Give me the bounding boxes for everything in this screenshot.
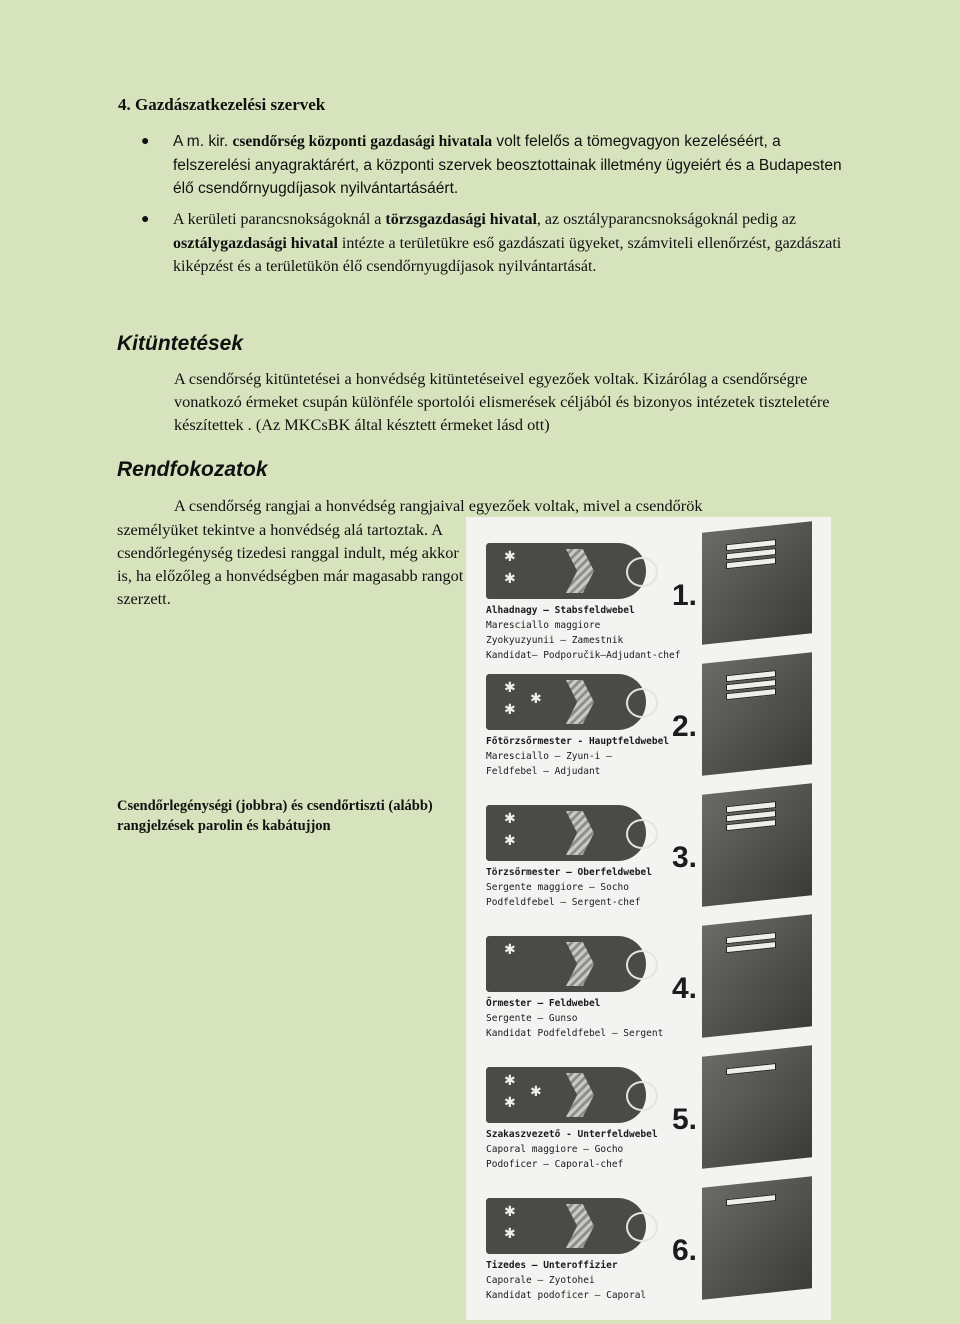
rank-name-list [486,1127,706,1172]
star-icon: ✱ [504,681,516,696]
awards-title: Kitüntetések [117,332,244,355]
bullet-icon: ● [141,134,150,149]
rank-name-line: Podoficer — Caporal-chef [486,1159,624,1170]
bullet-item [117,130,847,201]
rank-name-line: Caporal maggiore — Gocho [486,1144,624,1155]
shoulder-strap [486,936,646,992]
shoulder-strap [486,805,646,861]
ranks-paragraph-left: személyüket tekintve a honvédség alá tartoztak. A csendőrlegénység tizedesi ranggal indult, még akkor is, ha előzőleg a honvédségben már magasabb rangot szerzett. [117,520,464,608]
chevron-braid [566,1204,594,1248]
cord-loop [626,1081,658,1111]
rank-name-line: Kandidat podoficer — Caporal [486,1290,647,1301]
ranks-title: Rendfokozatok [117,458,268,481]
chevron-braid [566,680,594,724]
sleeve-patch [702,652,812,776]
sleeve-patch [702,783,812,907]
shoulder-strap [486,1198,646,1254]
rank-number: 3. [672,841,698,874]
star-icon: ✱ [530,692,542,707]
rank-number: 6. [672,1234,698,1267]
rank-name-line: Zyokyuzyunii — Zamestnik [486,635,624,646]
bullet-text: A kerületi parancsnokságoknál a törzsgazdasági hivatal, az osztályparancsnokságoknál pedig az osztálygazdasági hivatal intézte a területükre eső gazdászati ügyeket, számviteli ellenőrzést, gazdászati kiképzést és a területükön élő csendőrnyugdíjasok nyilvántartását. [173,211,842,275]
star-icon: ✱ [504,1205,516,1220]
shoulder-strap [486,1067,646,1123]
rank-name-list [486,603,706,663]
rank-number: 2. [672,710,698,743]
awards-paragraph: A csendőrség kitüntetései a honvédség kitüntetéseivel egyezőek voltak. Kizárólag a csendőrségre vonatkozó érmeket csupán különféle sportolói elismerések céljából és bizonyos intézetek tiszteletére készítettek . (Az MKCsBK által késztett érmeket lásd ott) [174,369,830,434]
star-icon: ✱ [530,1085,542,1100]
rank-insignia-block [466,920,831,1050]
rank-name-list [486,1258,706,1303]
rank-insignia-block [466,1051,831,1181]
chevron-braid [566,549,594,593]
star-icon: ✱ [504,572,516,587]
rank-name-line: Főtörzsőrmester - Hauptfeldwebel [486,736,670,747]
rank-insignia-block [466,1182,831,1312]
rank-name-line: Őrmester — Feldwebel [486,998,601,1009]
rank-name-list [486,865,706,910]
section-heading: 4. Gazdászatkezelési szervek [118,95,326,114]
cord-loop [626,819,658,849]
shoulder-strap [486,543,646,599]
rank-insignia-block [466,527,831,661]
rank-name-line: Kandidat Podfeldfebel — Sergent [486,1028,664,1039]
sleeve-patch [702,914,812,1038]
sleeve-stripe [726,1063,776,1075]
rank-insignia-block [466,789,831,919]
insignia-caption: Csendőrlegénységi (jobbra) és csendőrtiszti (alább) rangjelzések parolin és kabátujjon [117,798,433,834]
chevron-braid [566,942,594,986]
rank-name-line: Maresciallo — Zyun-i — [486,751,612,762]
rank-name-line: Tizedes — Unteroffizier [486,1260,618,1271]
star-icon: ✱ [504,1074,516,1089]
star-icon: ✱ [504,1096,516,1111]
star-icon: ✱ [504,943,516,958]
ranks-paragraph-top: A csendőrség rangjai a honvédség rangjaival egyezőek voltak, mivel a csendőrök [174,496,703,515]
rank-name-line: Kandidat— Podporučik—Adjudant-chef [486,650,681,661]
bullet-icon: ● [141,212,150,227]
rank-name-line: Törzsőrmester — Oberfeldwebel [486,867,652,878]
chevron-braid [566,1073,594,1117]
cord-loop [626,688,658,718]
shoulder-strap [486,674,646,730]
rank-insignia-plate [466,517,831,1320]
sleeve-stripe [726,1194,776,1206]
rank-number: 1. [672,579,698,612]
rank-number: 4. [672,972,698,1005]
bullet-text: A m. kir. csendőrség központi gazdasági hivatala volt felelős a tömegvagyon kezeléséért, a felszerelési anyagraktárért, a központi szervek beosztottainak illetmény ügyeiért és a Budapesten élő csendőrnyugdíjasok nyilvántartásáért. [173,133,842,197]
rank-name-line: Feldfebel — Adjudant [486,766,601,777]
star-icon: ✱ [504,812,516,827]
sleeve-patch [702,1045,812,1169]
cord-loop [626,1212,658,1242]
rank-name-line: Sergente maggiore — Socho [486,882,629,893]
star-icon: ✱ [504,1227,516,1242]
star-icon: ✱ [504,550,516,565]
rank-name-line: Szakaszvezető - Unterfeldwebel [486,1129,658,1140]
cord-loop [626,557,658,587]
rank-name-line: Sergente — Gunso [486,1013,578,1024]
sleeve-patch [702,1176,812,1300]
rank-name-line: Podfeldfebel — Sergent-chef [486,897,641,908]
rank-name-line: Maresciallo maggiore [486,620,601,631]
rank-name-line: Alhadnagy — Stabsfeldwebel [486,605,635,616]
rank-name-list [486,996,706,1041]
bullet-item [117,208,847,279]
rank-insignia-block [466,658,831,788]
chevron-braid [566,811,594,855]
star-icon: ✱ [504,834,516,849]
cord-loop [626,950,658,980]
rank-name-list [486,734,706,779]
rank-name-line: Caporale — Zyotohei [486,1275,595,1286]
star-icon: ✱ [504,703,516,718]
sleeve-patch [702,521,812,645]
rank-number: 5. [672,1103,698,1136]
